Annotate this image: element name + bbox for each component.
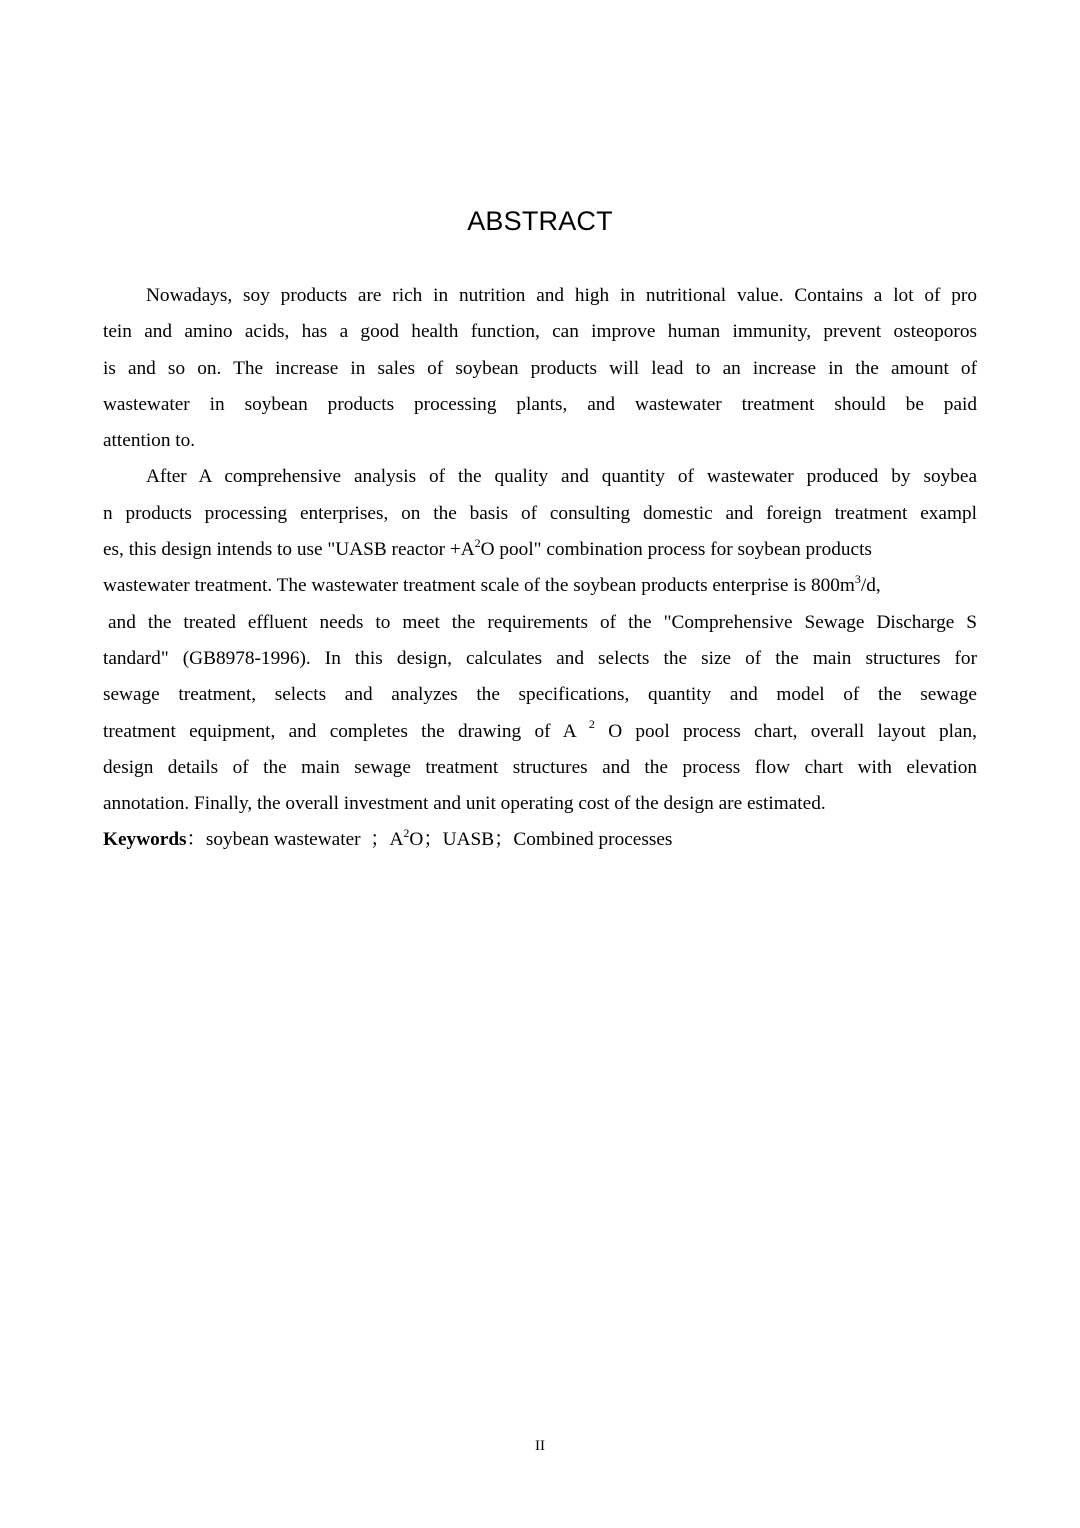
paragraph-2-line xyxy=(103,532,977,568)
paragraph-1-line: is and so on. The increase in sales of soybean products will lead to an increase in the amount of xyxy=(103,357,977,379)
superscript: 2 xyxy=(403,826,410,841)
keyword: soybean wastewater xyxy=(205,829,361,851)
paragraph-1 xyxy=(103,278,977,459)
paragraph-2-line: n products processing enterprises, on the basis of consulting domestic and foreign treatment exampl xyxy=(103,502,977,524)
page-number: II xyxy=(535,1438,545,1454)
keyword-text: O xyxy=(409,829,424,851)
keywords-label: Keywords xyxy=(103,829,187,851)
keyword-separator: ； xyxy=(370,829,390,851)
paragraph-2-line: sewage treatment, selects and analyzes the specifications, quantity and model of the sewage xyxy=(103,684,977,706)
paragraph-1-line: wastewater in soybean products processing plants, and wastewater treatment should be paid xyxy=(103,393,977,415)
paragraph-2-line: design details of the main sewage treatment structures and the process flow chart with elevation xyxy=(103,756,977,778)
keyword-text: A xyxy=(389,829,404,851)
keyword-separator: ； xyxy=(423,829,443,851)
paragraph-2-text: treatment equipment, and completes the drawing of A xyxy=(103,720,576,742)
superscript: 2 xyxy=(588,717,595,732)
paragraph-2-text: es, this design intends to use "UASB reactor +A xyxy=(103,539,475,561)
keyword: UASB xyxy=(442,829,495,851)
keyword: Combined processes xyxy=(513,829,673,851)
paragraph-2-line: After A comprehensive analysis of the quality and quantity of wastewater produced by soybea xyxy=(146,466,977,488)
keywords-separator: ： xyxy=(186,829,206,851)
paragraph-1-line: attention to. xyxy=(103,430,196,452)
paragraph-2-line: and the treated effluent needs to meet the requirements of the "Comprehensive Sewage Discharge S xyxy=(108,611,977,633)
keyword xyxy=(389,826,424,851)
paragraph-1-line: tein and amino acids, has a good health function, can improve human immunity, prevent osteoporos xyxy=(103,321,977,343)
superscript: 3 xyxy=(854,571,861,586)
keyword-separator: ； xyxy=(494,829,514,851)
paragraph-2-line: tandard" (GB8978-1996). In this design, calculates and selects the size of the main structures for xyxy=(103,647,977,669)
paragraph-2 xyxy=(103,459,977,822)
paragraph-2-text: O pool process chart, overall layout plan, xyxy=(608,720,977,742)
superscript: 2 xyxy=(474,535,481,550)
paragraph-1-line: Nowadays, soy products are rich in nutrition and high in nutritional value. Contains a lot of pro xyxy=(146,285,977,306)
paragraph-2-text: wastewater treatment. The wastewater treatment scale of the soybean products enterprise is 800m xyxy=(103,575,855,597)
abstract-title: ABSTRACT xyxy=(467,206,613,236)
paragraph-2-line xyxy=(103,714,977,750)
paragraph-2-line xyxy=(103,568,977,604)
paragraph-2-line: annotation. Finally, the overall investment and unit operating cost of the design are estimated. xyxy=(103,793,826,815)
abstract-body xyxy=(103,278,977,859)
paragraph-2-text: /d, xyxy=(860,575,881,597)
paragraph-2-text: O pool" combination process for soybean products xyxy=(480,539,872,561)
keywords-line xyxy=(103,822,977,858)
